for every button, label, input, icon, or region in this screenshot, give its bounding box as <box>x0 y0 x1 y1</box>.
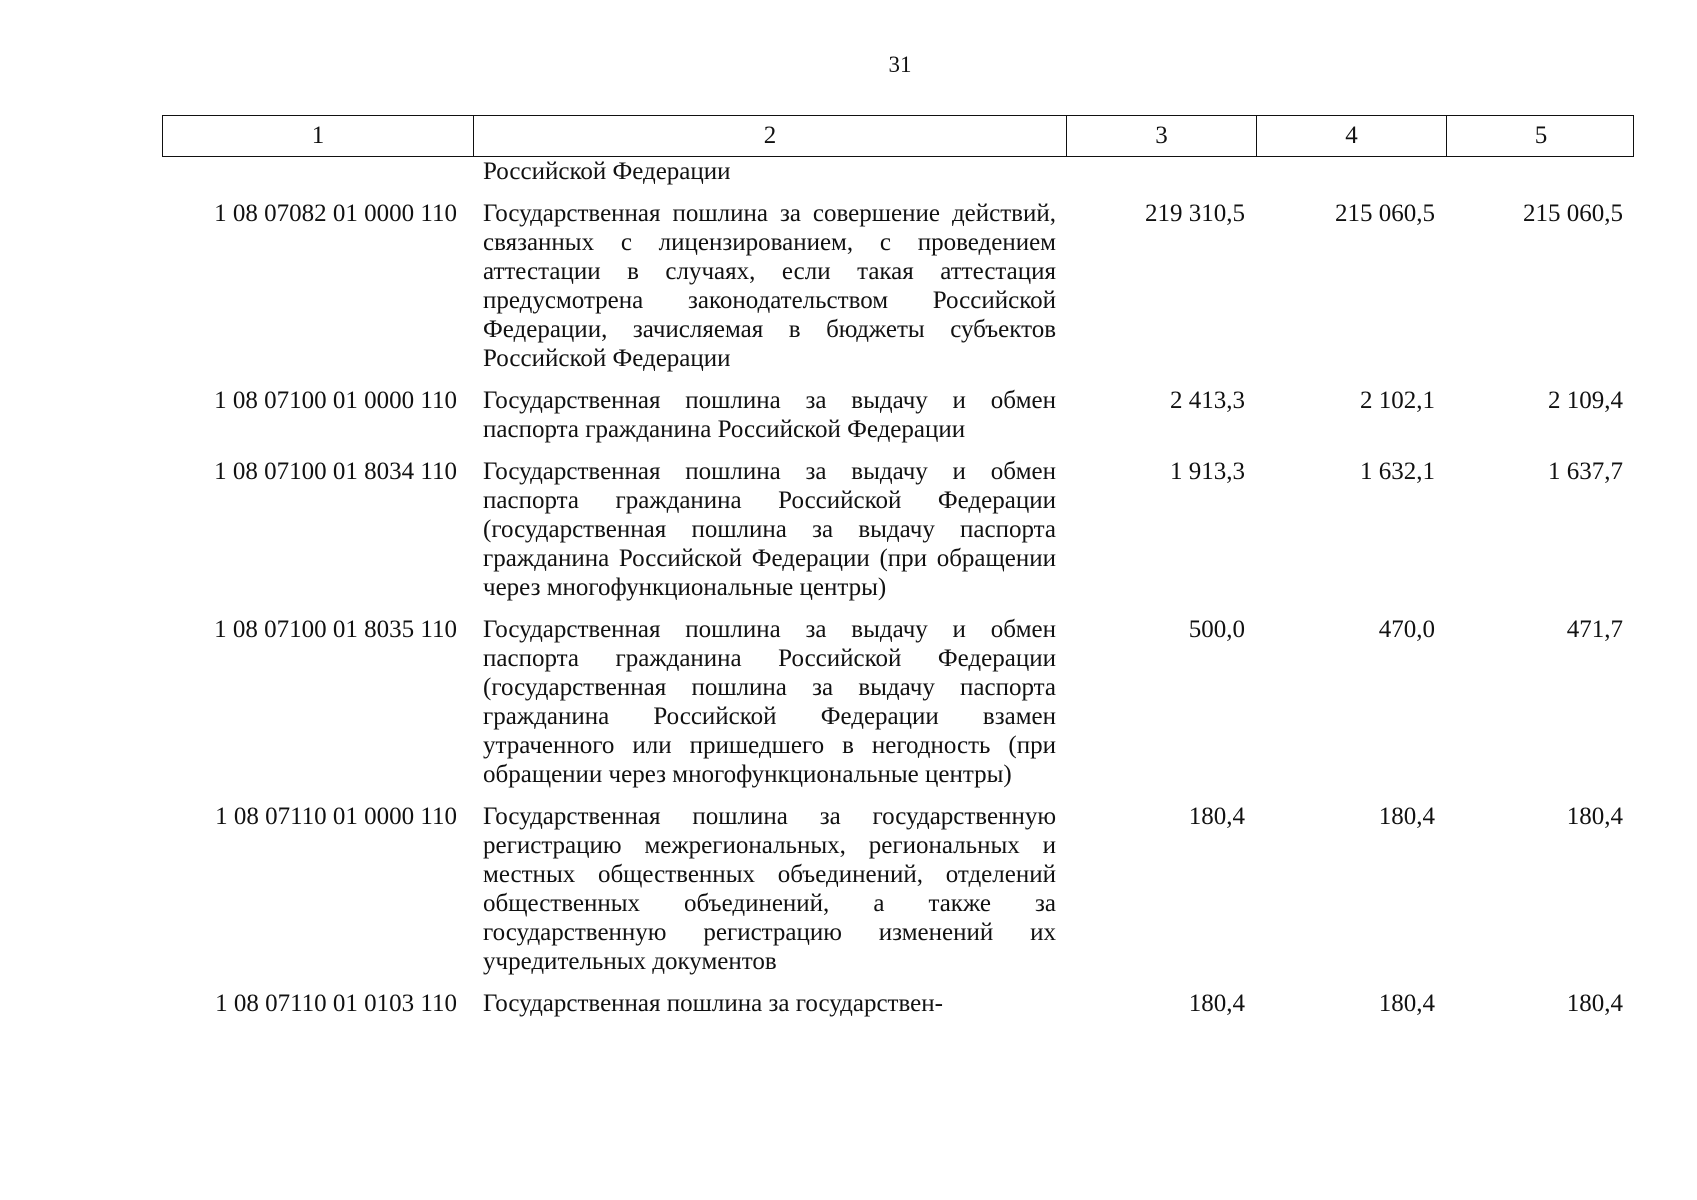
row-description: Государственная пошлина за выдачу и обмен паспорта гражданина Российской Федерации <box>483 387 1056 443</box>
row-value-col3: 500,0 <box>1188 616 1245 643</box>
row-code: 1 08 07110 01 0000 110 <box>215 803 457 830</box>
page-number: 31 <box>888 52 912 77</box>
header-col-2: 2 <box>474 116 1067 156</box>
row-value-col5: 180,4 <box>1566 803 1623 830</box>
row-value-col5: 471,7 <box>1566 616 1623 643</box>
row-value-col4: 180,4 <box>1378 803 1435 830</box>
table-row <box>162 199 1634 373</box>
budget-table <box>162 115 1634 1018</box>
row-value-col4: 180,4 <box>1378 990 1435 1017</box>
row-value-col5: 2 109,4 <box>1548 387 1623 414</box>
header-col-3: 3 <box>1067 116 1257 156</box>
row-value-col5: 215 060,5 <box>1523 200 1623 227</box>
row-value-col4: 215 060,5 <box>1335 200 1435 227</box>
row-description: Государственная пошлина за выдачу и обмен паспорта гражданина Российской Федерации (государственная пошлина за выдачу паспорта гражданина Российской Федерации (при обращении через многофункциональные центры) <box>483 458 1056 601</box>
table-header <box>162 115 1634 157</box>
table-row <box>162 457 1634 602</box>
table-row <box>162 989 1634 1018</box>
table-row <box>162 386 1634 444</box>
table-row <box>162 802 1634 976</box>
row-value-col4: 470,0 <box>1378 616 1435 643</box>
row-value-col3: 180,4 <box>1188 990 1245 1017</box>
row-value-col4: 2 102,1 <box>1360 387 1435 414</box>
continuation-text: Российской Федерации <box>483 158 731 185</box>
row-code: 1 08 07082 01 0000 110 <box>214 200 457 227</box>
row-code: 1 08 07100 01 0000 110 <box>214 387 457 414</box>
row-code: 1 08 07100 01 8035 110 <box>214 616 457 643</box>
row-value-col3: 180,4 <box>1188 803 1245 830</box>
table-row <box>162 615 1634 789</box>
row-value-col3: 219 310,5 <box>1145 200 1245 227</box>
row-description: Государственная пошлина за выдачу и обмен паспорта гражданина Российской Федерации (государственная пошлина за выдачу паспорта гражданина Российской Федерации взамен утраченного или пришедшего в негодность (при обращении через многофункциональные центры) <box>483 616 1056 788</box>
row-value-col5: 1 637,7 <box>1548 458 1623 485</box>
header-col-1: 1 <box>163 116 474 156</box>
row-description: Государственная пошлина за государствен- <box>483 990 943 1017</box>
row-code: 1 08 07100 01 8034 110 <box>214 458 457 485</box>
row-code: 1 08 07110 01 0103 110 <box>215 990 457 1017</box>
row-description: Государственная пошлина за государственную регистрацию межрегиональных, региональных и местных общественных объединений, отделений общественных объединений, а также за государственную регистрацию изменений их учредительных документов <box>483 803 1056 975</box>
row-value-col3: 2 413,3 <box>1170 387 1245 414</box>
row-value-col4: 1 632,1 <box>1360 458 1435 485</box>
header-col-4: 4 <box>1257 116 1447 156</box>
row-value-col5: 180,4 <box>1566 990 1623 1017</box>
row-value-col3: 1 913,3 <box>1170 458 1245 485</box>
row-description: Государственная пошлина за совершение действий, связанных с лицензированием, с проведением аттестации в случаях, если такая аттестация предусмотрена законодательством Российской Федерации, зачисляемая в бюджеты субъектов Российской Федерации <box>483 200 1056 372</box>
header-col-5: 5 <box>1534 122 1548 149</box>
